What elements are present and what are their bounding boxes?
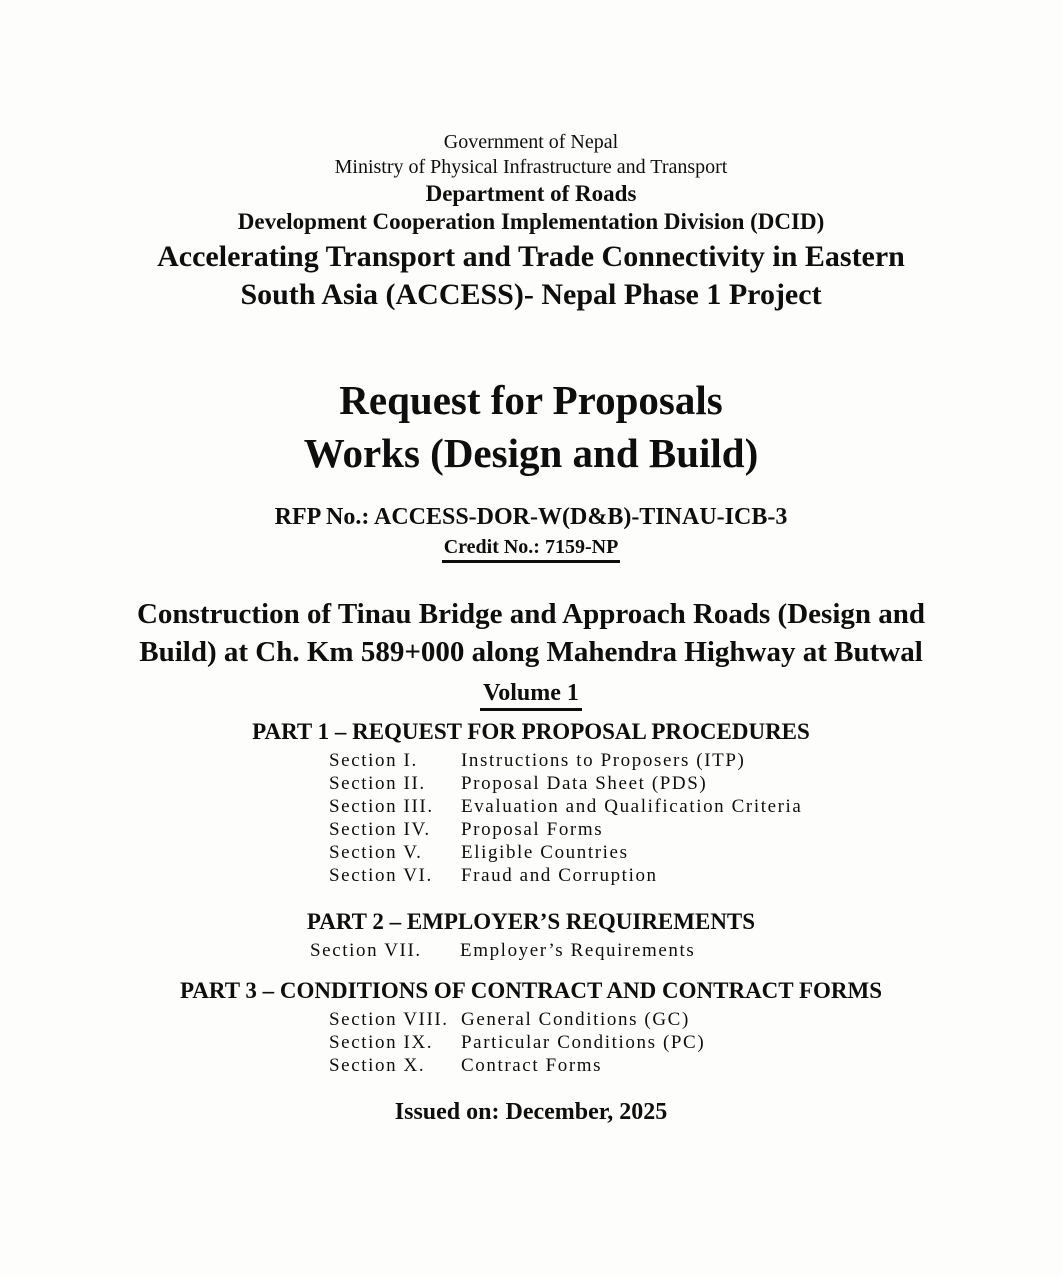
department-line: Department of Roads bbox=[425, 181, 637, 206]
division-line: Development Cooperation Implementation Division (DCID) bbox=[237, 209, 825, 234]
credit-number: Credit No.: 7159-NP bbox=[442, 535, 621, 563]
government-line: Government of Nepal bbox=[443, 131, 619, 153]
part-3 bbox=[0, 976, 1062, 1077]
section-row-6 bbox=[329, 864, 1062, 887]
section-label: Section IV. bbox=[329, 819, 431, 840]
section-row-2 bbox=[329, 772, 1062, 795]
part-2-section-list bbox=[310, 939, 1062, 962]
section-row-3 bbox=[329, 795, 1062, 818]
part-1-heading: PART 1 – REQUEST FOR PROPOSAL PROCEDURES bbox=[252, 719, 810, 744]
section-title: Instructions to Proposers (ITP) bbox=[461, 750, 746, 771]
section-label: Section III. bbox=[329, 796, 434, 817]
section-label: Section V. bbox=[329, 842, 423, 863]
volume-label: Volume 1 bbox=[480, 679, 582, 711]
section-row-9 bbox=[329, 1031, 1062, 1054]
section-title: Evaluation and Qualification Criteria bbox=[461, 796, 803, 817]
section-title: Proposal Data Sheet (PDS) bbox=[461, 773, 708, 794]
section-title: Employer’s Requirements bbox=[460, 940, 696, 961]
contract-title: Construction of Tinau Bridge and Approach Roads (Design and Build) at Ch. Km 589+000 along Mahendra Highway at Butwal bbox=[136, 598, 926, 668]
part-2-heading: PART 2 – EMPLOYER’S REQUIREMENTS bbox=[306, 909, 756, 934]
section-row-7 bbox=[310, 939, 1062, 962]
part-3-heading: PART 3 – CONDITIONS OF CONTRACT AND CONTRACT FORMS bbox=[179, 978, 883, 1003]
ministry-line: Ministry of Physical Infrastructure and Transport bbox=[334, 156, 728, 178]
document-header bbox=[0, 0, 1062, 314]
section-label: Section IX. bbox=[329, 1032, 434, 1053]
project-name: Accelerating Transport and Trade Connectivity in Eastern South Asia (ACCESS)- Nepal Phase 1 Project bbox=[157, 240, 905, 311]
document-title bbox=[0, 374, 1062, 480]
rfp-number: RFP No.: ACCESS-DOR-W(D&B)-TINAU-ICB-3 bbox=[274, 504, 788, 530]
credit-number-wrap bbox=[0, 535, 1062, 563]
title-line-2: Works (Design and Build) bbox=[303, 430, 759, 476]
volume-wrap bbox=[0, 679, 1062, 711]
section-title: Proposal Forms bbox=[461, 819, 604, 840]
section-label: Section VI. bbox=[329, 865, 433, 886]
issue-date: Issued on: December, 2025 bbox=[394, 1099, 668, 1125]
section-title: General Conditions (GC) bbox=[461, 1009, 690, 1030]
section-title: Fraud and Corruption bbox=[461, 865, 658, 886]
section-row-8 bbox=[329, 1008, 1062, 1031]
section-title: Particular Conditions (PC) bbox=[461, 1032, 706, 1053]
part-1 bbox=[0, 717, 1062, 887]
section-label: Section I. bbox=[329, 750, 418, 771]
section-row-10 bbox=[329, 1054, 1062, 1077]
section-row-1 bbox=[329, 749, 1062, 772]
section-row-5 bbox=[329, 841, 1062, 864]
part-3-section-list bbox=[329, 1008, 1062, 1077]
title-line-1: Request for Proposals bbox=[339, 377, 723, 423]
section-label: Section X. bbox=[329, 1055, 426, 1076]
section-label: Section II. bbox=[329, 773, 426, 794]
part-1-section-list bbox=[329, 749, 1062, 887]
section-label: Section VII. bbox=[310, 940, 422, 961]
reference-block bbox=[0, 502, 1062, 563]
section-title: Eligible Countries bbox=[461, 842, 629, 863]
section-row-4 bbox=[329, 818, 1062, 841]
part-2 bbox=[0, 907, 1062, 962]
section-label: Section VIII. bbox=[329, 1009, 449, 1030]
section-title: Contract Forms bbox=[461, 1055, 603, 1076]
